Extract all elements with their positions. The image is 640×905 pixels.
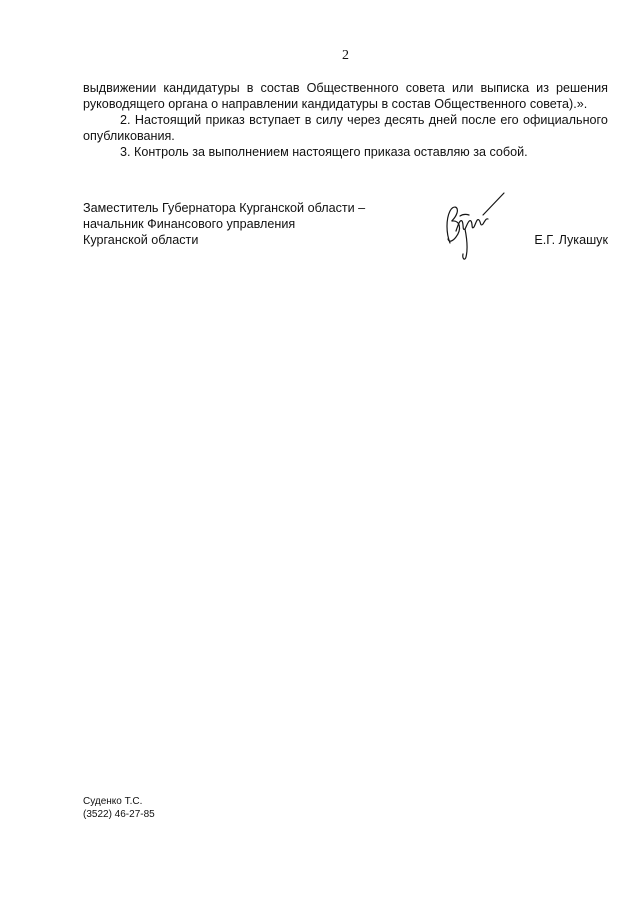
position-line: Заместитель Губернатора Курганской области – xyxy=(83,201,366,215)
word: десять xyxy=(384,113,425,127)
handwritten-signature xyxy=(440,185,510,265)
word: из xyxy=(536,81,549,95)
signatory-position xyxy=(83,200,365,248)
executor-name: Суденко Т.С. xyxy=(83,796,143,807)
paragraph-item-2 xyxy=(83,112,608,144)
word: решения xyxy=(556,81,608,95)
word: выписка xyxy=(480,81,530,95)
word: в xyxy=(304,113,312,127)
word: кандидатуры xyxy=(163,81,240,95)
word: в xyxy=(246,81,254,95)
signature-stroke xyxy=(483,193,504,215)
word: Настоящий xyxy=(134,113,202,127)
executor-contact xyxy=(83,795,155,821)
word: силу xyxy=(315,113,343,127)
position-line: начальник Финансового управления xyxy=(83,217,296,231)
word: выдвижении xyxy=(83,81,157,95)
paragraph-continuation xyxy=(83,80,608,112)
paragraph-item-3 xyxy=(83,144,608,160)
text-line xyxy=(83,112,608,128)
signature-stroke xyxy=(456,219,488,231)
word: Общественного xyxy=(306,81,399,95)
word: его xyxy=(500,113,519,127)
signature-stroke xyxy=(460,214,469,216)
word: приказ xyxy=(205,113,245,127)
word: после xyxy=(461,113,496,127)
order-text xyxy=(83,80,608,160)
word: вступает xyxy=(249,113,301,127)
executor-phone: (3522) 46-27-85 xyxy=(83,809,155,820)
word: состав xyxy=(260,81,300,95)
text-line xyxy=(83,80,608,96)
signatory-name: Е.Г. Лукашук xyxy=(534,233,608,247)
word: официального xyxy=(523,113,608,127)
word: дней xyxy=(428,113,458,127)
page-number: 2 xyxy=(342,48,349,63)
text-line: руководящего органа о направлении кандидатуры в состав Общественного совета).». xyxy=(83,97,588,111)
text-line: 3. Контроль за выполнением настоящего приказа оставляю за собой. xyxy=(120,145,528,159)
word: совета xyxy=(405,81,445,95)
position-line: Курганской области xyxy=(83,233,199,247)
word: или xyxy=(451,81,474,95)
word: 2. xyxy=(120,113,131,127)
signature-stroke xyxy=(463,229,467,259)
word: через xyxy=(347,113,381,127)
text-line: опубликования. xyxy=(83,129,175,143)
